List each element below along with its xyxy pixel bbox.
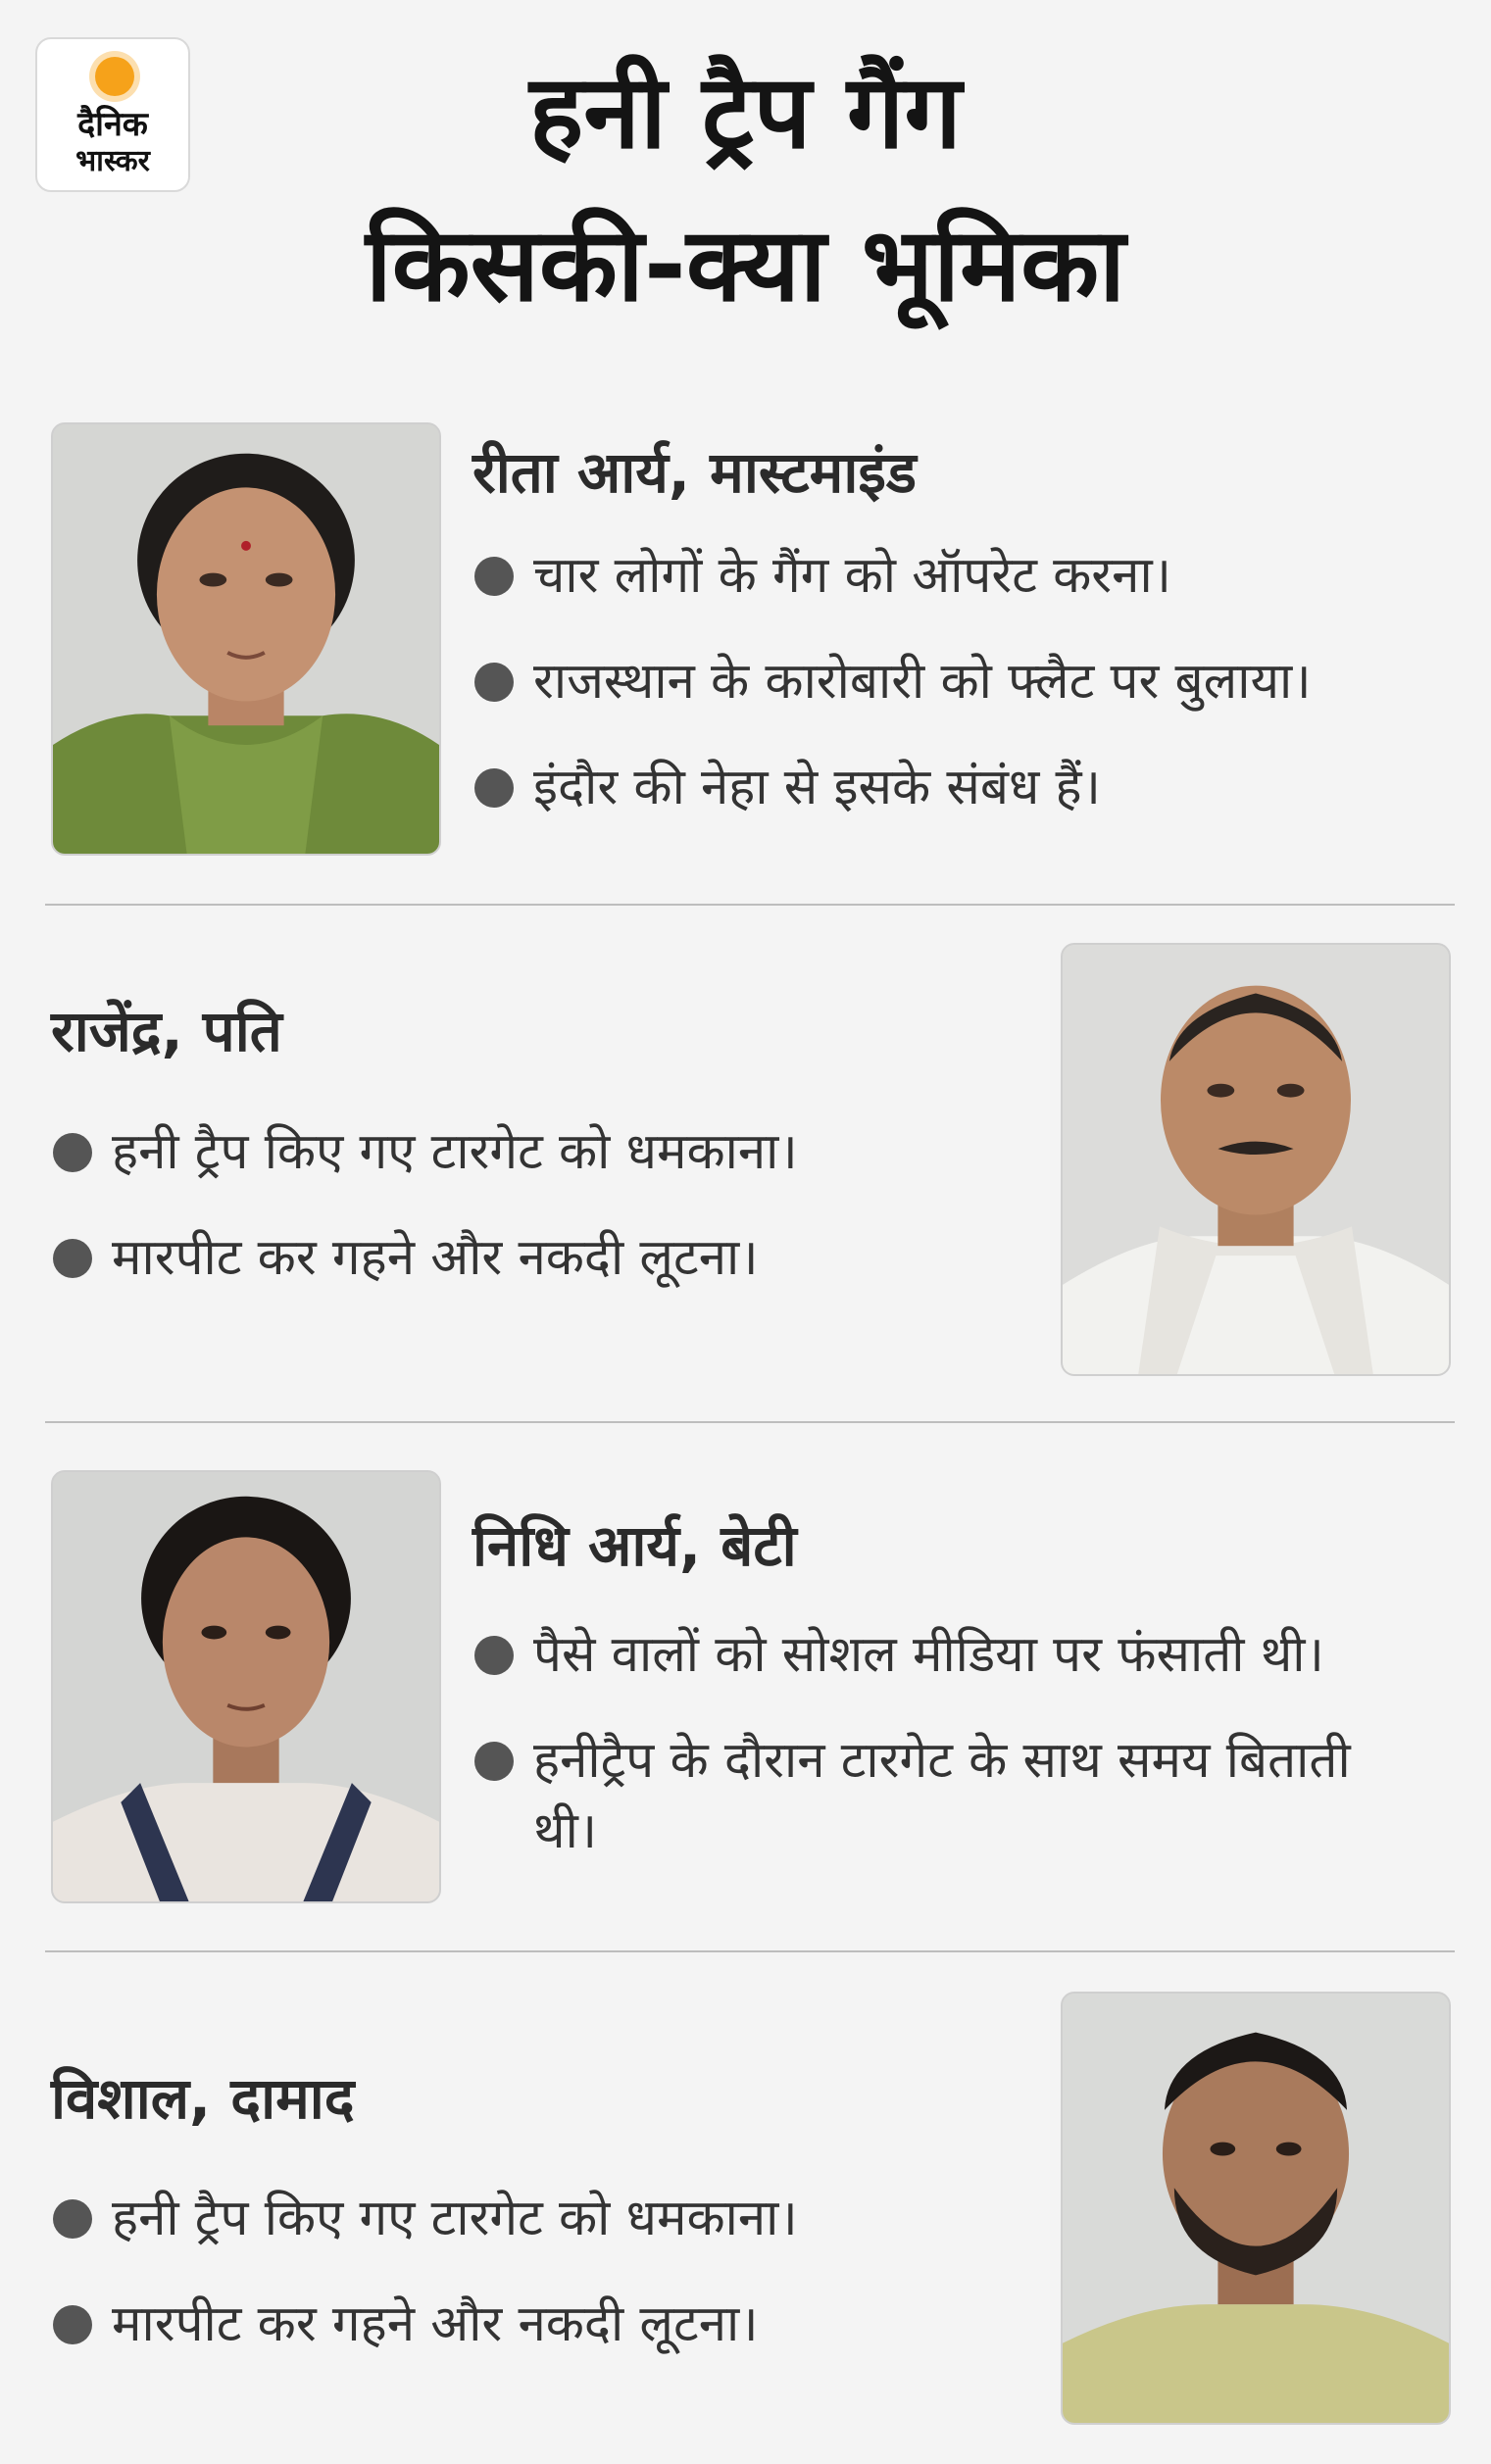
page-title-line-1: हनी ट्रैप गैंग	[529, 52, 962, 172]
role-item: हनीट्रैप के दौरान टारगेट के साथ समय बिताती थी।	[474, 1726, 1425, 1867]
logo-line-2: भास्कर	[75, 144, 150, 178]
member-role-list	[474, 1620, 1425, 1867]
section-divider	[45, 904, 1455, 906]
member-name: रीता आर्य, मास्टमाइंड	[472, 439, 917, 506]
dainik-bhaskar-logo	[35, 37, 190, 192]
member-name: निधि आर्य, बेटी	[472, 1512, 797, 1579]
photo-rita-arya	[51, 422, 441, 856]
role-item: हनी ट्रैप किए गए टारगेट को धमकाना।	[53, 2184, 798, 2254]
role-item: पैसे वालों को सोशल मीडिया पर फंसाती थी।	[474, 1620, 1425, 1691]
role-item: इंदौर की नेहा से इसके संबंध हैं।	[474, 753, 1312, 823]
member-role-list	[53, 2184, 798, 2395]
section-divider	[45, 1950, 1455, 1952]
member-name: राजेंद्र, पति	[51, 998, 282, 1064]
member-name: विशाल, दामाद	[51, 2065, 355, 2132]
photo-rajendra	[1061, 943, 1451, 1376]
photo-nidhi-arya	[51, 1470, 441, 1903]
role-item: मारपीट कर गहने और नकदी लूटना।	[53, 1223, 798, 1294]
section-divider	[45, 1421, 1455, 1423]
role-item: मारपीट कर गहने और नकदी लूटना।	[53, 2290, 798, 2360]
role-item: राजस्थान के कारोबारी को फ्लैट पर बुलाया।	[474, 647, 1312, 717]
sun-icon	[95, 57, 134, 96]
photo-vishal	[1061, 1992, 1451, 2425]
role-item: हनी ट्रैप किए गए टारगेट को धमकाना।	[53, 1117, 798, 1188]
member-role-list	[474, 541, 1312, 859]
member-role-list	[53, 1117, 798, 1329]
logo-line-1: दैनिक	[77, 105, 148, 144]
page-title-line-2: किसकी-क्या भूमिका	[365, 205, 1126, 324]
role-item: चार लोगों के गैंग को ऑपरेट करना।	[474, 541, 1312, 612]
